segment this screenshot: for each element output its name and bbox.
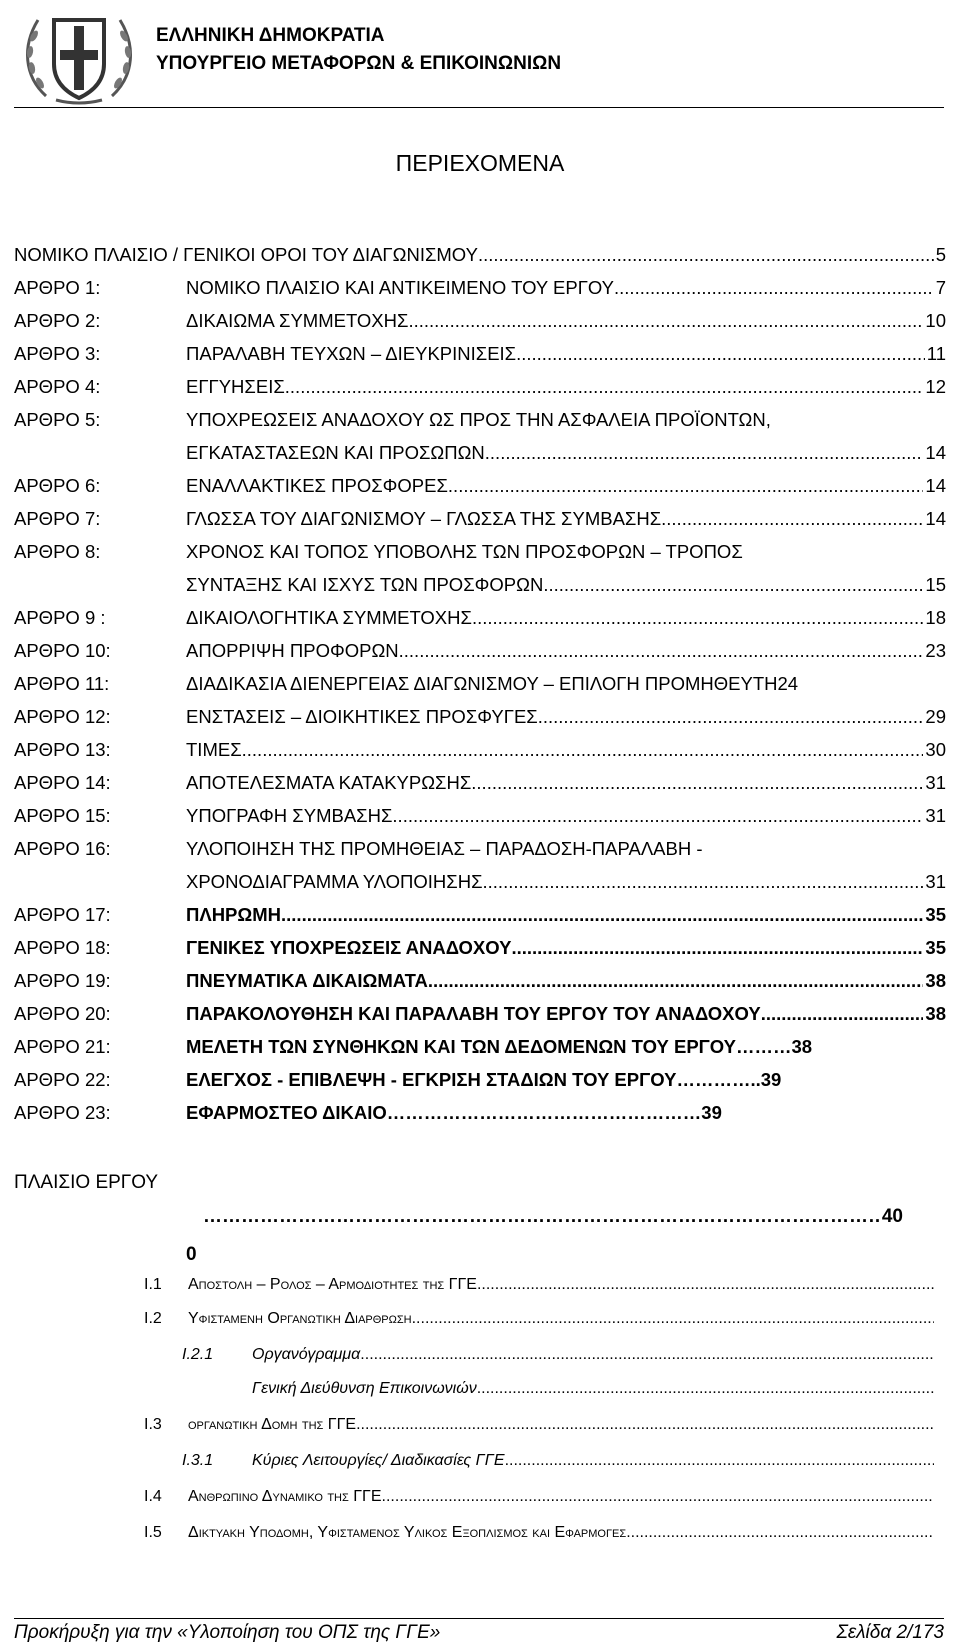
toc-row[interactable] [14,799,946,832]
subsection-number: Ι.3.1 [182,1452,214,1469]
toc-entry [186,964,946,997]
toc-article-label: ΑΡΘΡΟ 19: [14,970,111,991]
toc-page-number: 11 [926,343,946,364]
toc-row[interactable] [14,997,946,1030]
toc-page-number: 14 [925,508,946,529]
toc-subsection-row[interactable] [182,1346,934,1364]
toc-row[interactable] [14,403,946,469]
table-of-contents [14,238,946,1129]
toc-article-label: ΑΡΘΡΟ 14: [14,772,111,793]
toc-entry [186,898,946,931]
toc-article-label: ΑΡΘΡΟ 4: [14,376,101,397]
toc-row[interactable] [14,502,946,535]
toc-article-label: ΑΡΘΡΟ 15: [14,805,111,826]
toc-row[interactable] [14,535,946,601]
toc-entry-text: ΝΟΜΙΚΟ ΠΛΑΙΣΙΟ ΚΑΙ ΑΝΤΙΚΕΙΜΕΝΟ ΤΟΥ ΕΡΓΟΥ [186,277,615,298]
toc-entry [186,502,946,535]
toc-entry [186,766,946,799]
dot-leader [761,997,924,1030]
toc-article-label: ΑΡΘΡΟ 16: [14,838,111,859]
toc-row[interactable] [14,766,946,799]
toc-article-label: ΑΡΘΡΟ 21: [14,1036,111,1057]
toc-article-label: ΑΡΘΡΟ 11: [14,673,110,694]
toc-entry-text: ΠΑΡΑΚΟΛΟΥΘΗΣΗ ΚΑΙ ΠΑΡΑΛΑΒΗ ΤΟΥ ΕΡΓΟΥ ΤΟΥ ΑΝΑΔΟΧΟΥ [186,1003,761,1024]
dot-leader [412,1310,934,1328]
toc-article-label: ΑΡΘΡΟ 13: [14,739,111,760]
subsection-number: Ι.1 [144,1276,162,1293]
toc-line [186,1063,946,1096]
toc-entry-text: ΠΑΡΑΛΑΒΗ ΤΕΥΧΩΝ – ΔΙΕΥΚΡΙΝΙΣΕΙΣ [186,343,517,364]
toc-row[interactable] [14,1030,946,1063]
toc-entry-text: ΥΠΟΓΡΑΦΗ ΣΥΜΒΑΣΗΣ [186,805,393,826]
toc-page-number: 15 [925,574,946,595]
toc-line [186,403,946,436]
toc-article-label: ΑΡΘΡΟ 5: [14,409,101,430]
toc-article-label: ΑΡΘΡΟ 3: [14,343,101,364]
toc-entry-text: ΧΡΟΝΟΔΙΑΓΡΑΜΜΑ ΥΛΟΠΟΙΗΣΗΣ [186,871,483,892]
toc-entry-text: ΕΝΣΤΑΣΕΙΣ – ΔΙΟΙΚΗΤΙΚΕΣ ΠΡΟΣΦΥΓΕΣ [186,706,538,727]
toc-entry [186,1096,946,1129]
toc-row[interactable] [14,700,946,733]
toc-page-number: 31 [925,871,946,892]
footer-page-indicator: Σελίδα 2/173 [836,1622,944,1643]
toc-entry-text: ΕΓΚΑΤΑΣΤΑΣΕΩΝ ΚΑΙ ΠΡΟΣΩΠΩΝ [186,442,485,463]
subsection-title: Δικτυακη Υποδομη, Υφισταμενος Υλικος Εξοπλισμος και Εφαρμογες [188,1524,627,1541]
toc-line [186,799,946,832]
toc-entry [186,601,946,634]
dot-leader [538,700,924,733]
toc-row[interactable] [14,733,946,766]
subsection-title: Υφισταμενη Οργανωτικη Διαρθρωση [188,1310,412,1327]
toc-entry [186,535,946,601]
toc-entry [186,1063,946,1096]
toc-row[interactable] [14,667,946,700]
subsection-title: Αποστολη – Ρολος – Αρμοδιοτητες της ΓΓΕ [188,1276,477,1293]
toc-entry [186,370,946,403]
plaisio-page-number: 40 [881,1206,903,1227]
toc-line [186,601,946,634]
toc-entry [186,667,946,700]
toc-entry-text: ΔΙΚΑΙΟΛΟΓΗΤΙΚΑ ΣΥΜΜΕΤΟΧΗΣ [186,607,472,628]
dot-leader [382,1488,934,1506]
dot-leader [448,469,924,502]
toc-article-label: ΑΡΘΡΟ 8: [14,541,101,562]
header-text [156,22,561,78]
toc-row[interactable] [14,271,946,304]
dot-leader [543,568,923,601]
dot-leader [614,271,934,304]
toc-intro-row[interactable] [14,238,946,271]
toc-entry [186,469,946,502]
toc-page-number: 10 [925,310,946,331]
toc-article-label: ΑΡΘΡΟ 2: [14,310,101,331]
toc-row[interactable] [14,832,946,898]
toc-row[interactable] [14,1063,946,1096]
footer-title: Προκήρυξη για την «Υλοποίηση του ΟΠΣ της ΓΓΕ» [14,1622,441,1643]
toc-line [186,700,946,733]
toc-subsection-row[interactable] [182,1380,934,1398]
toc-page-number: 35 [925,904,946,925]
toc-article-label: ΑΡΘΡΟ 6: [14,475,101,496]
toc-items [14,271,946,898]
dot-leader [505,1452,934,1470]
toc-entry-text: ΑΠΟΡΡΙΨΗ ΠΡΟΦΟΡΩΝ [186,640,399,661]
toc-entry-text: ΓΕΝΙΚΕΣ ΥΠΟΧΡΕΩΣΕΙΣ ΑΝΑΔΟΧΟΥ [186,937,512,958]
dot-leader [360,1346,934,1364]
toc-line [186,634,946,667]
toc-line [186,436,946,469]
toc-entry-text: ΔΙΚΑΙΩΜΑ ΣΥΜΜΕΤΟΧΗΣ [186,310,409,331]
dot-leader [471,766,923,799]
toc-row[interactable] [14,1096,946,1129]
dot-leader [285,370,924,403]
toc-entry [186,832,946,898]
toc-entry-text: ΥΠΟΧΡΕΩΣΕΙΣ ΑΝΑΔΟΧΟΥ ΩΣ ΠΡΟΣ ΤΗΝ ΑΣΦΑΛΕΙΑ ΠΡΟΪΟΝΤΩΝ, [186,409,771,430]
toc-row[interactable] [14,634,946,667]
toc-entry-text: ΜΕΛΕΤΗ ΤΩΝ ΣΥΝΘΗΚΩΝ ΚΑΙ ΤΩΝ ΔΕΔΟΜΕΝΩΝ ΤΟΥ ΕΡΓΟΥ………38 [186,1036,813,1057]
toc-page-number: 38 [925,1003,946,1024]
toc-line [186,1030,946,1063]
toc-page-number: 7 [935,277,946,298]
toc-line [186,733,946,766]
plaisio-zero: 0 [186,1244,197,1265]
toc-page-number: 29 [925,706,946,727]
toc-article-label: ΑΡΘΡΟ 7: [14,508,101,529]
toc-line [14,238,946,271]
toc-line [186,370,946,403]
dot-leader [392,799,923,832]
subsection-title: Κύριες Λειτουργίες/ Διαδικασίες ΓΓΕ [252,1452,505,1469]
toc-line [186,568,946,601]
dot-leader [242,733,924,766]
dot-leader [203,1206,882,1228]
toc-article-label: ΑΡΘΡΟ 22: [14,1069,111,1090]
dot-leader [428,964,924,997]
toc-row[interactable] [14,931,946,964]
toc-entry [186,304,946,337]
header-country: ΕΛΛΗΝΙΚΗ ΔΗΜΟΚΡΑΤΙΑ [156,25,385,46]
toc-line [186,1096,946,1129]
dot-leader [485,436,924,469]
toc-entry-text: ΕΦΑΡΜΟΣΤΕΟ ΔΙΚΑΙΟ……………………………………………39 [186,1102,722,1123]
subsection-number: Ι.2 [144,1310,162,1327]
toc-row[interactable] [14,898,946,931]
dot-leader [472,601,923,634]
toc-row[interactable] [14,964,946,997]
toc-entry [186,634,946,667]
toc-page-number: 31 [925,772,946,793]
toc-entry [186,733,946,766]
subsection-title: Ανθρωπινο Δυναμικο της ΓΓΕ [188,1488,382,1505]
dot-leader [477,1276,934,1294]
toc-line [186,832,946,865]
toc-page-number: 23 [925,640,946,661]
dot-leader [516,337,925,370]
toc-line [186,898,946,931]
toc-article-label: ΑΡΘΡΟ 1: [14,277,101,298]
toc-line [186,304,946,337]
dot-leader [661,502,923,535]
toc-article-label: ΑΡΘΡΟ 10: [14,640,111,661]
toc-subsection-row[interactable] [144,1524,934,1542]
toc-entry-text: ΧΡΟΝΟΣ ΚΑΙ ΤΟΠΟΣ ΥΠΟΒΟΛΗΣ ΤΩΝ ΠΡΟΣΦΟΡΩΝ – ΤΡΟΠΟΣ [186,541,743,562]
toc-row[interactable] [14,370,946,403]
toc-subsection-row[interactable] [144,1310,934,1328]
toc-article-label: ΑΡΘΡΟ 9 : [14,607,106,628]
toc-entry-text: ΕΛΕΓΧΟΣ - ΕΠΙΒΛΕΨΗ - ΕΓΚΡΙΣΗ ΣΤΑΔΙΩΝ ΤΟΥ ΕΡΓΟΥ…………..39 [186,1069,782,1090]
dot-leader [399,634,924,667]
toc-entry [14,238,946,271]
toc-subsection-row[interactable] [144,1488,934,1506]
toc-entry-text: ΥΛΟΠΟΙΗΣΗ ΤΗΣ ΠΡΟΜΗΘΕΙΑΣ – ΠΑΡΑΔΟΣΗ-ΠΑΡΑΛΑΒΗ - [186,838,703,859]
coat-of-arms-icon [16,6,142,106]
toc-entry [186,931,946,964]
header-divider [14,107,944,108]
toc-entry [186,403,946,469]
dot-leader [281,898,923,931]
page-header [14,6,944,106]
toc-page-number: 35 [925,937,946,958]
toc-line [186,667,946,700]
toc-article-label: ΑΡΘΡΟ 23: [14,1102,111,1123]
toc-line [186,535,946,568]
toc-entry-text: ΕΝΑΛΛΑΚΤΙΚΕΣ ΠΡΟΣΦΟΡΕΣ [186,475,448,496]
subsection-number: Ι.2.1 [182,1346,214,1363]
toc-line [186,931,946,964]
subsection-title: Γενική Διεύθυνση Επικοινωνιών [252,1380,477,1397]
toc-page-number: 5 [935,244,946,265]
toc-entry-text: ΓΛΩΣΣΑ ΤΟΥ ΔΙΑΓΩΝΙΣΜΟΥ – ΓΛΩΣΣΑ ΤΗΣ ΣΥΜΒΑΣΗΣ [186,508,662,529]
toc-subsection-row[interactable] [144,1416,934,1434]
toc-bold-items [14,898,946,1129]
dot-leader [477,1380,934,1398]
dot-leader [626,1524,934,1542]
toc-entry-text: ΣΥΝΤΑΞΗΣ ΚΑΙ ΙΣΧΥΣ ΤΩΝ ΠΡΟΣΦΟΡΩΝ [186,574,544,595]
toc-article-label: ΑΡΘΡΟ 17: [14,904,111,925]
toc-page-number: 31 [925,805,946,826]
dot-leader [408,304,923,337]
toc-line [186,766,946,799]
subsection-title: οργανωτικη Δομη της ΓΓΕ [188,1416,357,1433]
toc-page-number: 18 [925,607,946,628]
toc-page-number: 14 [925,475,946,496]
toc-entry-text: ΠΝΕΥΜΑΤΙΚΑ ΔΙΚΑΙΩΜΑΤΑ [186,970,428,991]
toc-line [186,337,946,370]
toc-article-label: ΑΡΘΡΟ 12: [14,706,111,727]
toc-row[interactable] [14,304,946,337]
toc-article-label: ΑΡΘΡΟ 18: [14,937,111,958]
toc-subsection-row[interactable] [182,1452,934,1470]
toc-page-number: 30 [925,739,946,760]
toc-entry-text: ΕΓΓΥΗΣΕΙΣ [186,376,285,397]
dot-leader [483,865,924,898]
toc-entry-text: ΑΠΟΤΕΛΕΣΜΑΤΑ ΚΑΤΑΚΥΡΩΣΗΣ [186,772,472,793]
toc-line [186,964,946,997]
toc-line [186,502,946,535]
toc-intro-text: ΝΟΜΙΚΟ ΠΛΑΙΣΙΟ / ΓΕΝΙΚΟΙ ΟΡΟΙ ΤΟΥ ΔΙΑΓΩΝΙΣΜΟΥ [14,244,478,265]
toc-row[interactable] [14,337,946,370]
toc-article-label: ΑΡΘΡΟ 20: [14,1003,111,1024]
toc-subsection-row[interactable] [144,1276,934,1294]
toc-line [186,997,946,1030]
toc-line [186,469,946,502]
subsection-number: Ι.5 [144,1524,162,1541]
toc-line [186,865,946,898]
page-title: ΠΕΡΙΕΧΟΜΕΝΑ [395,150,565,176]
footer-divider [14,1618,944,1619]
subsection-title: Οργανόγραμμα [252,1346,361,1363]
toc-entry [186,799,946,832]
toc-line [186,271,946,304]
header-ministry: ΥΠΟΥΡΓΕΙΟ ΜΕΤΑΦΟΡΩΝ & ΕΠΙΚΟΙΝΩΝΙΩΝ [156,53,562,74]
toc-entry [186,1030,946,1063]
plaisio-leader-line [203,1206,903,1228]
toc-entry [186,337,946,370]
toc-entry [186,700,946,733]
toc-entry-text: ΠΛΗΡΩΜΗ [186,904,282,925]
toc-row[interactable] [14,601,946,634]
toc-entry-text: ΤΙΜΕΣ [186,739,242,760]
toc-entry-text: ΔΙΑΔΙΚΑΣΙΑ ΔΙΕΝΕΡΓΕΙΑΣ ΔΙΑΓΩΝΙΣΜΟΥ – ΕΠΙΛΟΓΗ ΠΡΟΜΗΘΕΥΤΗ24 [186,673,799,694]
toc-page-number: 38 [925,970,946,991]
plaisio-heading: ΠΛΑΙΣΙΟ ΕΡΓΟΥ [14,1172,159,1193]
dot-leader [511,931,923,964]
toc-entry [186,997,946,1030]
dot-leader [356,1416,934,1434]
subsection-number: Ι.4 [144,1488,162,1505]
subsection-number: Ι.3 [144,1416,162,1433]
page-footer [14,1622,944,1644]
toc-page-number: 14 [925,442,946,463]
toc-page-number: 12 [925,376,946,397]
toc-row[interactable] [14,469,946,502]
toc-entry [186,271,946,304]
dot-leader [478,238,934,271]
